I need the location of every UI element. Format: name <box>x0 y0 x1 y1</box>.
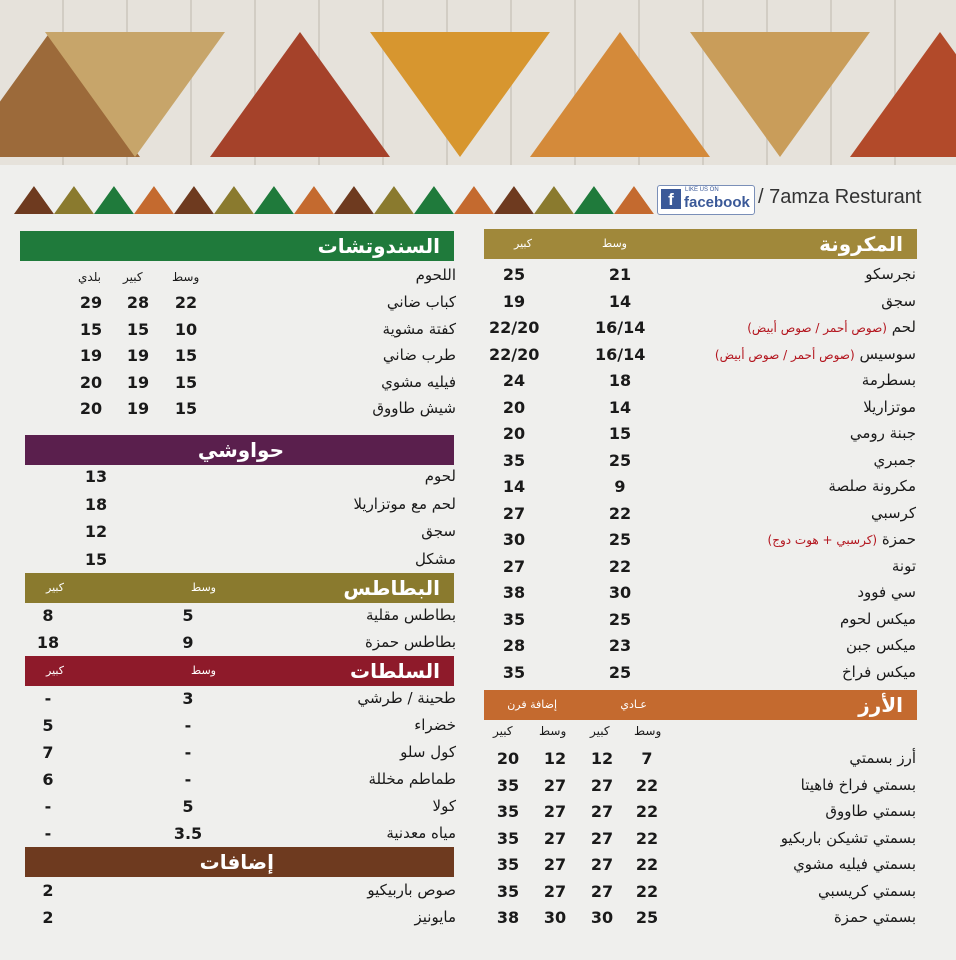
salads-medium-header: وسط <box>191 664 216 677</box>
menu-item-name <box>381 373 456 391</box>
item-name-text: سوسيس <box>859 344 916 363</box>
menu-item-name <box>425 467 456 485</box>
facebook-wordmark: facebook <box>684 194 750 211</box>
price: 15 <box>174 346 198 365</box>
price: 9 <box>182 633 194 652</box>
item-name-text: فيليه مشوي <box>381 372 456 391</box>
price: 18 <box>84 494 108 514</box>
menu-item-name <box>421 522 456 540</box>
item-name-text: بسمتي كريسبي <box>817 881 916 900</box>
price: 28 <box>502 636 526 655</box>
item-name-text: كولا <box>432 797 456 815</box>
menu-item-name <box>781 829 916 847</box>
price: 27 <box>590 775 614 795</box>
price: 5 <box>42 716 54 735</box>
item-name-text: بسمتي تشيكن باربكيو <box>780 828 916 847</box>
item-name-text: بسمتي فراخ فاهيتا <box>800 775 916 794</box>
price: 27 <box>502 556 526 576</box>
sandwiches-large-header: كبير <box>123 270 143 284</box>
menu-item-name <box>368 770 456 788</box>
price: 35 <box>496 802 520 821</box>
food-photo <box>530 32 710 157</box>
item-note: (صوص أحمر / صوص أبيض) <box>714 347 855 362</box>
price: 18 <box>36 633 60 652</box>
food-photo <box>690 32 870 157</box>
menu-item-name <box>871 504 916 522</box>
menu-item-name <box>825 802 916 820</box>
pasta-title: المكرونة <box>819 232 903 256</box>
price: 12 <box>84 522 108 541</box>
price: 20 <box>502 424 526 443</box>
item-name-text: خضراء <box>414 716 456 734</box>
item-name-text: مكرونة صلصة <box>828 477 916 495</box>
price: 15 <box>174 372 198 392</box>
food-photo <box>850 32 956 157</box>
item-name-text: لحم مع موتزاريلا <box>353 494 456 513</box>
price: 35 <box>502 662 526 682</box>
pasta-medium-header: وسط <box>602 237 627 250</box>
price: 2 <box>42 881 54 900</box>
item-name-text: طحينة / طرشي <box>357 689 456 707</box>
facebook-like-label: LIKE US ON <box>685 187 719 193</box>
item-name-text: ميكس فراخ <box>841 662 916 681</box>
menu-item-name <box>433 797 456 815</box>
item-name-text: حمزة <box>881 530 916 548</box>
item-name-text: بسمتي فيليه مشوي <box>793 855 916 873</box>
menu-item-name <box>387 293 456 311</box>
price: 35 <box>496 828 520 848</box>
price: 27 <box>543 802 567 821</box>
price: 27 <box>543 855 567 874</box>
menu-item-name <box>863 398 916 416</box>
item-name-text: بطاطس مقلية <box>365 606 456 624</box>
item-name-text: سجق <box>881 291 916 310</box>
pasta-large-header: كبير <box>514 237 532 250</box>
price: 27 <box>590 828 614 848</box>
price: 3.5 <box>173 824 203 843</box>
food-photo <box>45 32 225 157</box>
menu-item-name <box>386 824 456 842</box>
price: 10 <box>174 319 198 339</box>
price: 19 <box>79 346 103 365</box>
item-name-text: طرب ضاني <box>382 346 456 364</box>
price: 6 <box>42 770 54 789</box>
menu-item-name <box>383 346 456 364</box>
price: 16/14 <box>595 344 646 364</box>
item-name-text: سي فوود <box>857 583 916 601</box>
price: 25 <box>502 265 526 284</box>
price: 30 <box>543 908 567 927</box>
menu-item-name <box>414 716 456 734</box>
price: 15 <box>174 399 198 418</box>
menu-item-name <box>842 663 916 681</box>
menu-item-name <box>874 451 917 469</box>
price: 25 <box>635 908 659 927</box>
price: 15 <box>84 549 108 569</box>
price: 20 <box>79 399 103 418</box>
item-name-text: مشكل <box>414 549 456 568</box>
item-name-text: أرز بسمتي <box>849 749 916 767</box>
rice-oven-header: إضافة فرن <box>507 698 557 711</box>
price: 30 <box>590 908 614 927</box>
menu-item-name <box>881 292 916 310</box>
price: 30 <box>502 530 526 549</box>
salads-header <box>25 656 454 686</box>
potatoes-medium-header: وسط <box>191 581 216 594</box>
item-name-text: صوص باربيكيو <box>367 881 456 899</box>
food-photo <box>210 32 390 157</box>
price: 12 <box>543 749 567 768</box>
menu-item-name <box>865 265 916 283</box>
item-name-text: كباب ضاني <box>386 293 456 311</box>
price: 2 <box>42 908 54 927</box>
price: 22 <box>635 802 659 821</box>
price: 35 <box>496 881 520 901</box>
menu-item-name <box>849 749 916 767</box>
menu-item-name <box>383 320 456 338</box>
item-name-text: شيش طاووق <box>372 399 456 417</box>
price: 23 <box>608 636 632 655</box>
rice-medium-header: وسط <box>634 724 662 738</box>
rice-title: الأرز <box>858 693 903 717</box>
price: 28 <box>126 293 150 312</box>
extras-header <box>25 847 454 877</box>
item-name-text: لحم <box>891 318 916 336</box>
salads-title: السلطات <box>350 659 440 683</box>
price: 19 <box>126 346 150 365</box>
menu-item-name <box>357 689 456 707</box>
item-name-text: طماطم مخللة <box>368 770 456 788</box>
price: 35 <box>496 775 520 795</box>
rice-oven-medium-header: وسط <box>539 724 567 738</box>
sandwiches-medium-header: وسط <box>172 270 200 284</box>
menu-item-name <box>828 477 916 495</box>
price: 14 <box>608 291 632 311</box>
menu-item-name <box>400 743 456 761</box>
price: 16/14 <box>595 318 646 337</box>
salads-large-header: كبير <box>46 664 64 677</box>
price: 27 <box>543 881 567 901</box>
item-name-text: كفتة مشوية <box>382 319 456 338</box>
rice-regular-header: عـادي <box>620 698 647 711</box>
extras-title: إضافات <box>199 850 274 874</box>
rice-large-header: كبير <box>590 724 610 738</box>
item-name-text: مايونيز <box>414 908 456 926</box>
price: 27 <box>543 775 567 795</box>
item-name-text: جمبري <box>873 450 916 469</box>
price: 20 <box>502 397 526 417</box>
price: 27 <box>590 881 614 901</box>
potatoes-large-header: كبير <box>46 581 64 594</box>
facebook-badge[interactable] <box>657 185 755 215</box>
item-name-text: كول سلو <box>400 743 456 761</box>
price: 3 <box>182 689 194 708</box>
decorative-pattern-strip <box>14 184 654 214</box>
price: 22 <box>635 828 659 848</box>
price: 20 <box>79 372 103 392</box>
menu-item-name <box>862 371 916 389</box>
item-note: (صوص أحمر / صوص أبيض) <box>747 321 887 335</box>
price: - <box>44 689 52 708</box>
menu-item-name <box>834 908 916 926</box>
price: 25 <box>608 450 632 470</box>
hawawshi-title: حواوشي <box>197 438 284 462</box>
price: 13 <box>84 467 108 486</box>
item-name-text: ميكس جبن <box>846 636 916 654</box>
potatoes-title: البطاطس <box>343 576 440 600</box>
rice-oven-large-header: كبير <box>493 724 513 738</box>
item-name-text: بسمتي طاووق <box>825 802 916 820</box>
sandwiches-group-label: اللحوم <box>415 266 456 284</box>
sandwiches-baladi-header: بلدي <box>78 270 102 284</box>
item-name-text: موتزاريلا <box>863 397 916 416</box>
price: 20 <box>496 749 520 768</box>
menu-item-name <box>892 557 916 575</box>
price: 27 <box>502 503 526 523</box>
menu-item-name <box>372 399 456 417</box>
price: - <box>44 797 52 816</box>
rice-header <box>484 690 917 720</box>
item-name-text: نجرسكو <box>865 265 916 283</box>
price: 22 <box>174 293 198 312</box>
menu-item-name <box>414 908 456 926</box>
sandwiches-title: السندوتشات <box>317 234 440 258</box>
price: 25 <box>608 662 632 682</box>
price: 25 <box>608 530 632 549</box>
price: 27 <box>543 828 567 848</box>
price: 19 <box>502 291 526 311</box>
price: 35 <box>502 609 526 629</box>
menu-item-name <box>840 610 916 628</box>
item-name-text: سجق <box>421 522 456 540</box>
price: 27 <box>590 802 614 821</box>
menu-item-name <box>715 345 916 363</box>
menu-item-name <box>747 318 916 336</box>
price: 22/20 <box>489 318 540 337</box>
item-name-text: لحوم <box>424 467 456 485</box>
price: 25 <box>608 609 632 629</box>
food-photo <box>370 32 550 157</box>
price: - <box>184 716 192 735</box>
item-name-text: تونة <box>891 556 916 575</box>
price: 7 <box>641 749 653 768</box>
price: 29 <box>79 293 103 312</box>
menu-item-name <box>818 882 916 900</box>
menu-item-name <box>846 636 916 654</box>
price: 21 <box>608 265 632 284</box>
price: 14 <box>608 397 632 417</box>
menu-item-name <box>367 881 456 899</box>
price: 12 <box>590 749 614 768</box>
item-name-text: بسطرمة <box>861 371 916 389</box>
price: 15 <box>608 424 632 443</box>
price: 15 <box>79 319 103 339</box>
price: - <box>184 743 192 762</box>
price: 22 <box>635 775 659 795</box>
price: 15 <box>126 319 150 339</box>
item-name-text: بطاطس حمزة <box>365 633 456 651</box>
menu-item-name <box>793 855 916 873</box>
price: 19 <box>126 399 150 418</box>
price: 38 <box>502 583 526 602</box>
price: 22 <box>635 881 659 901</box>
price: 5 <box>182 797 194 816</box>
food-photo-banner <box>0 0 956 165</box>
menu-item-name <box>768 530 916 548</box>
item-name-text: بسمتي حمزة <box>833 908 916 926</box>
pasta-header <box>484 229 917 259</box>
price: 18 <box>608 371 632 390</box>
price: - <box>184 770 192 789</box>
item-note: (كرسبي + هوت دوج) <box>767 533 878 547</box>
price: 24 <box>502 371 526 390</box>
restaurant-name: / 7amza Resturant <box>758 186 922 208</box>
menu-item-name <box>801 776 916 794</box>
menu-item-name <box>857 583 916 601</box>
price: 9 <box>614 477 626 496</box>
price: 5 <box>182 606 194 625</box>
sandwiches-header <box>20 231 454 261</box>
price: - <box>44 824 52 843</box>
price: 8 <box>42 606 54 625</box>
hawawshi-header <box>25 435 454 465</box>
menu-item-name <box>415 550 456 568</box>
price: 7 <box>42 743 54 762</box>
price: 19 <box>126 372 150 392</box>
item-name-text: ميكس لحوم <box>839 609 916 628</box>
menu-item-name <box>366 606 456 624</box>
facebook-icon: f <box>661 189 681 209</box>
price: 22/20 <box>489 344 540 364</box>
menu-item-name <box>353 495 456 513</box>
price: 14 <box>502 477 526 496</box>
item-name-text: جبنة رومي <box>849 424 916 442</box>
menu-item-name <box>850 424 916 442</box>
item-name-text: مياه معدنية <box>386 824 456 842</box>
price: 27 <box>590 855 614 874</box>
price: 22 <box>608 503 632 523</box>
price: 35 <box>496 855 520 874</box>
price: 30 <box>608 583 632 602</box>
potatoes-header <box>25 573 454 603</box>
price: 35 <box>502 450 526 470</box>
price: 22 <box>635 855 659 874</box>
price: 22 <box>608 556 632 576</box>
menu-item-name <box>365 633 456 651</box>
price: 38 <box>496 908 520 927</box>
item-name-text: كرسبي <box>870 503 916 522</box>
